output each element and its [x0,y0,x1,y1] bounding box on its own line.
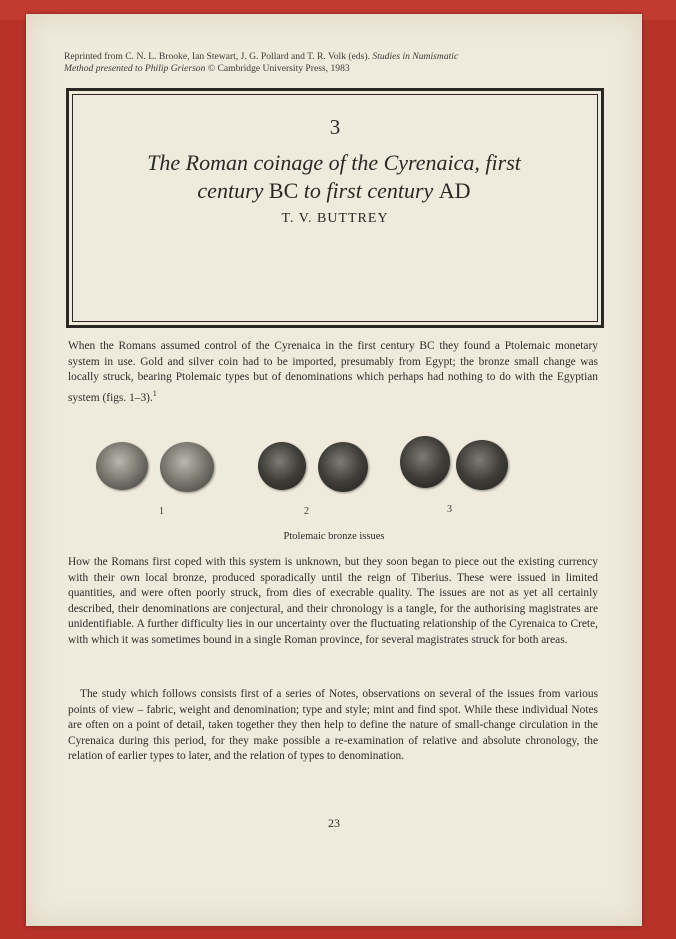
chapter-title-part3: to first century [303,178,434,203]
figure-label-2: 2 [304,506,309,517]
reprint-line2-plain: © Cambridge University Press, 1983 [207,63,350,74]
chapter-author: T. V. BUTTREY [281,211,389,226]
chapter-title-ad: AD [438,178,471,203]
chapter-title-part2: century [197,178,264,203]
coin-fig2-obverse [258,442,306,490]
chapter-title-bc: BC [268,178,299,203]
reprint-notice [64,51,624,75]
figure-label-1: 1 [159,506,164,517]
chapter-title [99,149,569,205]
figure-caption: Ptolemaic bronze issues [283,531,385,542]
figure-label-3: 3 [447,504,452,515]
reprint-line1-italic: Studies in Numismatic [372,51,459,62]
p1-bc: BC [419,340,435,352]
document-page [26,14,642,926]
coin-fig1-obverse [96,442,148,490]
chapter-title-box [66,88,604,328]
page-number: 23 [328,816,340,830]
coin-fig2-reverse [318,442,368,492]
coin-fig1-reverse [160,442,214,492]
paragraph-2: How the Romans first coped with this system is unknown, but they soon began to piece out the existing currency with their own local bronze, produced sporadically until the reign of Tiberius. These were issued in limited quantities, and were often poorly struck, from dies of execrable quality. The issues are not as yet all certainly described, their denominations are conjectural, and their chronology is a tangle, for the authorising magistrates are unidentifiable. A further difficulty lies in our uncertainty over the fluctuating relationship of the Cyrenaica to Crete, with which it was sometimes bound in a single Roman province, for several magistrates struck for both areas. [68,556,598,646]
coin-fig3-reverse [456,440,508,490]
chapter-number: 3 [329,115,341,139]
p1-text-a: When the Romans assumed control of the Cyrenaica in the first century [68,340,415,352]
paragraph-intro [68,339,598,406]
coin-fig3-obverse [400,436,450,488]
p1-text-b: they found a Ptolemaic monetary system in use. Gold and silver coin had to be imported, presumably from Egypt; the bronze small change was locally struck, bearing Ptolemaic types but of denominations which perhaps had nothing to do with the Egyptian system (figs. 1–3). [68,340,598,404]
footnote-ref: 1 [152,388,157,398]
paragraph-3: The study which follows consists first of a series of Notes, observations on several of the issues from various points of view – fabric, weight and denomination; type and style; mint and find spot. While these individual Notes are often on a point of detail, taken together they then help to define the nature of small-change circulation in the Cyrenaica during this period, for they make possible a re-examination of relative and absolute chronology, the relation of earlier types to later, and the relation of types to denomination. [68,688,598,762]
reprint-line1-plain: Reprinted from C. N. L. Brooke, Ian Stewart, J. G. Pollard and T. R. Volk (eds). [64,51,370,62]
reprint-line2-italic: Method presented to Philip Grierson [64,63,206,74]
chapter-title-part1: The Roman coinage of the Cyrenaica, first [147,150,521,175]
